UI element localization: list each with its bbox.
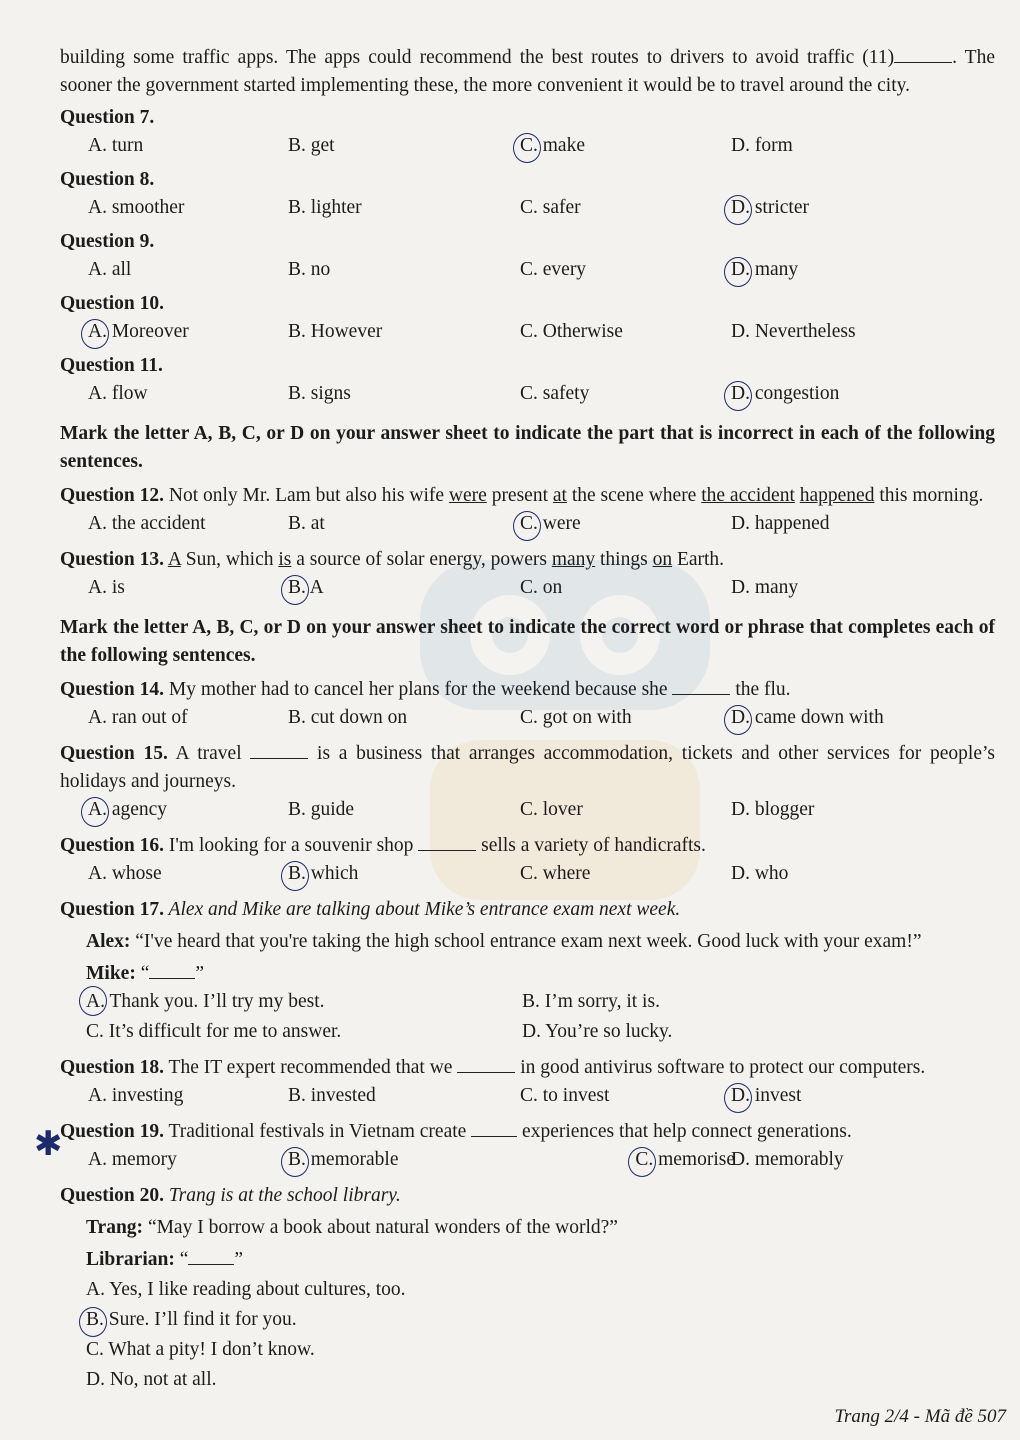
option-c-circled: C. make	[520, 135, 585, 156]
option-d: D. No, not at all.	[86, 1369, 217, 1390]
question-16-label: Question 16.	[60, 835, 165, 856]
question-20-context: Trang is at the school library.	[164, 1185, 401, 1206]
text: The IT expert recommended that we	[164, 1057, 458, 1078]
option-b: B. guide	[288, 799, 355, 820]
text: “	[174, 1249, 189, 1270]
option-b: B. invested	[288, 1085, 376, 1106]
question-10-options	[88, 318, 995, 348]
option-b: B. However	[288, 321, 383, 342]
option-d: D. You’re so lucky.	[522, 1021, 673, 1042]
text: I'm looking for a souvenir shop	[164, 835, 419, 856]
option-a: A. whose	[88, 863, 162, 884]
question-10-title: Question 10.	[60, 293, 165, 314]
option-a: A. all	[88, 259, 132, 280]
option-b: B. at	[288, 513, 325, 534]
option-c-circled: C. were	[520, 513, 581, 534]
option-d: D. memorably	[731, 1149, 844, 1170]
option-a: A. smoother	[88, 197, 185, 218]
question-18-options	[88, 1082, 995, 1112]
text: a source of solar energy, powers	[291, 549, 552, 570]
option-a-circled: A. agency	[88, 799, 168, 820]
option-d: D. form	[731, 135, 793, 156]
option-c: C. on	[520, 577, 563, 598]
question-11-title: Question 11.	[60, 355, 163, 376]
question-12-text	[60, 482, 995, 510]
intro-text-2: The sooner the government started implementing these, the more convenient it would be to travel around the city.	[60, 47, 995, 96]
text: Traditional festivals in Vietnam create	[164, 1121, 472, 1142]
option-a: A. memory	[88, 1149, 177, 1170]
option-c: C. safer	[520, 197, 581, 218]
question-19-label: Question 19.	[60, 1121, 165, 1142]
question-12-options	[88, 510, 995, 540]
text: Earth.	[672, 549, 725, 570]
answer-blank	[672, 676, 730, 695]
dialogue-line-trang	[86, 1214, 995, 1242]
option-b: B. I’m sorry, it is.	[522, 991, 660, 1012]
question-14-label: Question 14.	[60, 679, 165, 700]
option-b: B. signs	[288, 383, 351, 404]
question-7-title: Question 7.	[60, 107, 155, 128]
option-d: D. Nevertheless	[731, 321, 856, 342]
option-c: C. Otherwise	[520, 321, 623, 342]
question-14-text	[60, 676, 995, 704]
option-d-circled: D. came down with	[731, 707, 884, 728]
option-c: C. where	[520, 863, 591, 884]
question-11-options	[88, 380, 995, 410]
text: A travel	[167, 743, 251, 764]
option-b: B. get	[288, 135, 335, 156]
option-c: C. lover	[520, 799, 583, 820]
option-b-circled: B. Sure. I’ll find it for you.	[86, 1309, 297, 1330]
question-9-options	[88, 256, 995, 286]
question-7-options	[88, 132, 995, 162]
question-19-text	[60, 1118, 995, 1146]
underlined-part: on	[652, 549, 673, 570]
speaker-name: Mike:	[86, 963, 136, 984]
text: sells a variety of handicrafts.	[476, 835, 706, 856]
underlined-part: at	[552, 485, 567, 506]
option-d: D. who	[731, 863, 789, 884]
answer-blank	[250, 740, 308, 759]
option-c: C. It’s difficult for me to answer.	[86, 1021, 342, 1042]
question-15-label: Question 15.	[60, 743, 168, 764]
option-a-circled: A. Thank you. I’ll try my best.	[86, 988, 325, 1016]
option-b-circled: B. which	[288, 863, 359, 884]
text: My mother had to cancel her plans for the weekend because she	[164, 679, 673, 700]
text: present	[486, 485, 553, 506]
option-a: A. is	[88, 577, 125, 598]
option-c: C. got on with	[520, 707, 632, 728]
option-b-circled: B. memorable	[288, 1149, 399, 1170]
dialogue-text: “I've heard that you're taking the high school entrance exam next week. Good luck with your exam!”	[130, 931, 922, 952]
underlined-part: is	[278, 549, 292, 570]
text: the scene where	[566, 485, 702, 506]
text: this morning.	[874, 485, 984, 506]
underlined-part: were	[448, 485, 487, 506]
question-20-label: Question 20.	[60, 1185, 165, 1206]
option-d-circled: D. congestion	[731, 383, 840, 404]
option-d: D. happened	[731, 513, 830, 534]
question-20-text	[60, 1182, 995, 1210]
option-d-circled: D. invest	[731, 1085, 802, 1106]
option-b: B. cut down on	[288, 707, 408, 728]
option-d-circled: D. many	[731, 259, 799, 280]
intro-paragraph: building some traffic apps. The apps could recommend the best routes to drivers to avoid traffic (11) . The sooner the government started implementing these, the more convenient it would be to travel around the city.	[60, 44, 995, 100]
option-c-circled: C. memorise	[635, 1149, 735, 1170]
option-a: A. flow	[88, 383, 148, 404]
question-13-text	[60, 546, 995, 574]
text: the flu.	[730, 679, 791, 700]
text: ”	[195, 963, 205, 984]
option-c: C. every	[520, 259, 587, 280]
text: experiences that help connect generations.	[517, 1121, 852, 1142]
question-17-context: Alex and Mike are talking about Mike’s entrance exam next week.	[164, 899, 681, 920]
answer-blank	[457, 1054, 515, 1073]
answer-blank	[894, 44, 952, 63]
option-c: C. safety	[520, 383, 590, 404]
dialogue-text: “May I borrow a book about natural wonders of the world?”	[143, 1217, 618, 1238]
text: Not only Mr. Lam but also his wife	[164, 485, 449, 506]
underlined-part: A	[167, 549, 181, 570]
text: in good antivirus software to protect our computers.	[515, 1057, 926, 1078]
text: things	[595, 549, 653, 570]
option-d: D. blogger	[731, 799, 815, 820]
question-17-options-row-2	[86, 1018, 995, 1048]
section-instruction-1: Mark the letter A, B, C, or D on your answer sheet to indicate the part that is incorrect in each of the following sentences.	[60, 423, 995, 472]
question-15-text	[60, 740, 995, 796]
question-18-text	[60, 1054, 995, 1082]
question-16-options	[88, 860, 995, 890]
dialogue-line-mike	[86, 960, 995, 988]
speaker-name: Librarian:	[86, 1249, 175, 1270]
answer-blank	[149, 960, 195, 979]
option-d: D. many	[731, 577, 799, 598]
question-12-label: Question 12.	[60, 485, 165, 506]
text: is a business that arranges accommodation, tickets and other services for people’s holidays and journeys.	[60, 743, 995, 792]
option-a: A. investing	[88, 1085, 184, 1106]
option-a: A. the accident	[88, 513, 206, 534]
option-b-circled: B. A	[288, 577, 324, 598]
speaker-name: Trang:	[86, 1217, 144, 1238]
underlined-part: happened	[799, 485, 875, 506]
question-9-title: Question 9.	[60, 231, 155, 252]
text: Sun, which	[180, 549, 279, 570]
option-a: A. Yes, I like reading about cultures, too.	[86, 1279, 406, 1300]
underlined-part: many	[551, 549, 596, 570]
question-8-options	[88, 194, 995, 224]
question-17-label: Question 17.	[60, 899, 165, 920]
question-19-options	[88, 1146, 995, 1176]
dialogue-line-librarian	[86, 1246, 995, 1274]
question-8-title: Question 8.	[60, 169, 155, 190]
option-b: B. lighter	[288, 197, 362, 218]
question-15-options	[88, 796, 995, 826]
section-instruction-2: Mark the letter A, B, C, or D on your answer sheet to indicate the correct word or phrase that completes each of the following sentences.	[60, 617, 995, 666]
question-18-label: Question 18.	[60, 1057, 165, 1078]
question-17-text	[60, 896, 995, 924]
option-d-circled: D. stricter	[731, 197, 809, 218]
question-16-text	[60, 832, 995, 860]
intro-text-1: building some traffic apps. The apps could recommend the best routes to drivers to avoid traffic (11)	[60, 47, 895, 68]
handwritten-star-icon: ✱	[34, 1124, 63, 1164]
option-c: C. What a pity! I don’t know.	[86, 1339, 315, 1360]
option-a: A. turn	[88, 135, 144, 156]
answer-blank	[188, 1246, 234, 1265]
option-b: B. no	[288, 259, 331, 280]
document-page	[60, 44, 995, 1394]
question-13-label: Question 13.	[60, 549, 165, 570]
underlined-part: the accident	[701, 485, 795, 506]
option-a-circled: A. Moreover	[88, 321, 189, 342]
speaker-name: Alex:	[86, 931, 131, 952]
question-14-options	[88, 704, 995, 734]
question-17-options-row-1	[86, 988, 995, 1018]
answer-blank	[471, 1118, 517, 1137]
text: “	[135, 963, 150, 984]
option-c: C. to invest	[520, 1085, 610, 1106]
answer-blank	[418, 832, 476, 851]
option-a: A. ran out of	[88, 707, 188, 728]
page-footer: Trang 2/4 - Mã đề 507	[834, 1406, 1006, 1427]
text: ”	[234, 1249, 244, 1270]
question-13-options	[88, 574, 995, 604]
dialogue-line-alex	[86, 928, 995, 956]
